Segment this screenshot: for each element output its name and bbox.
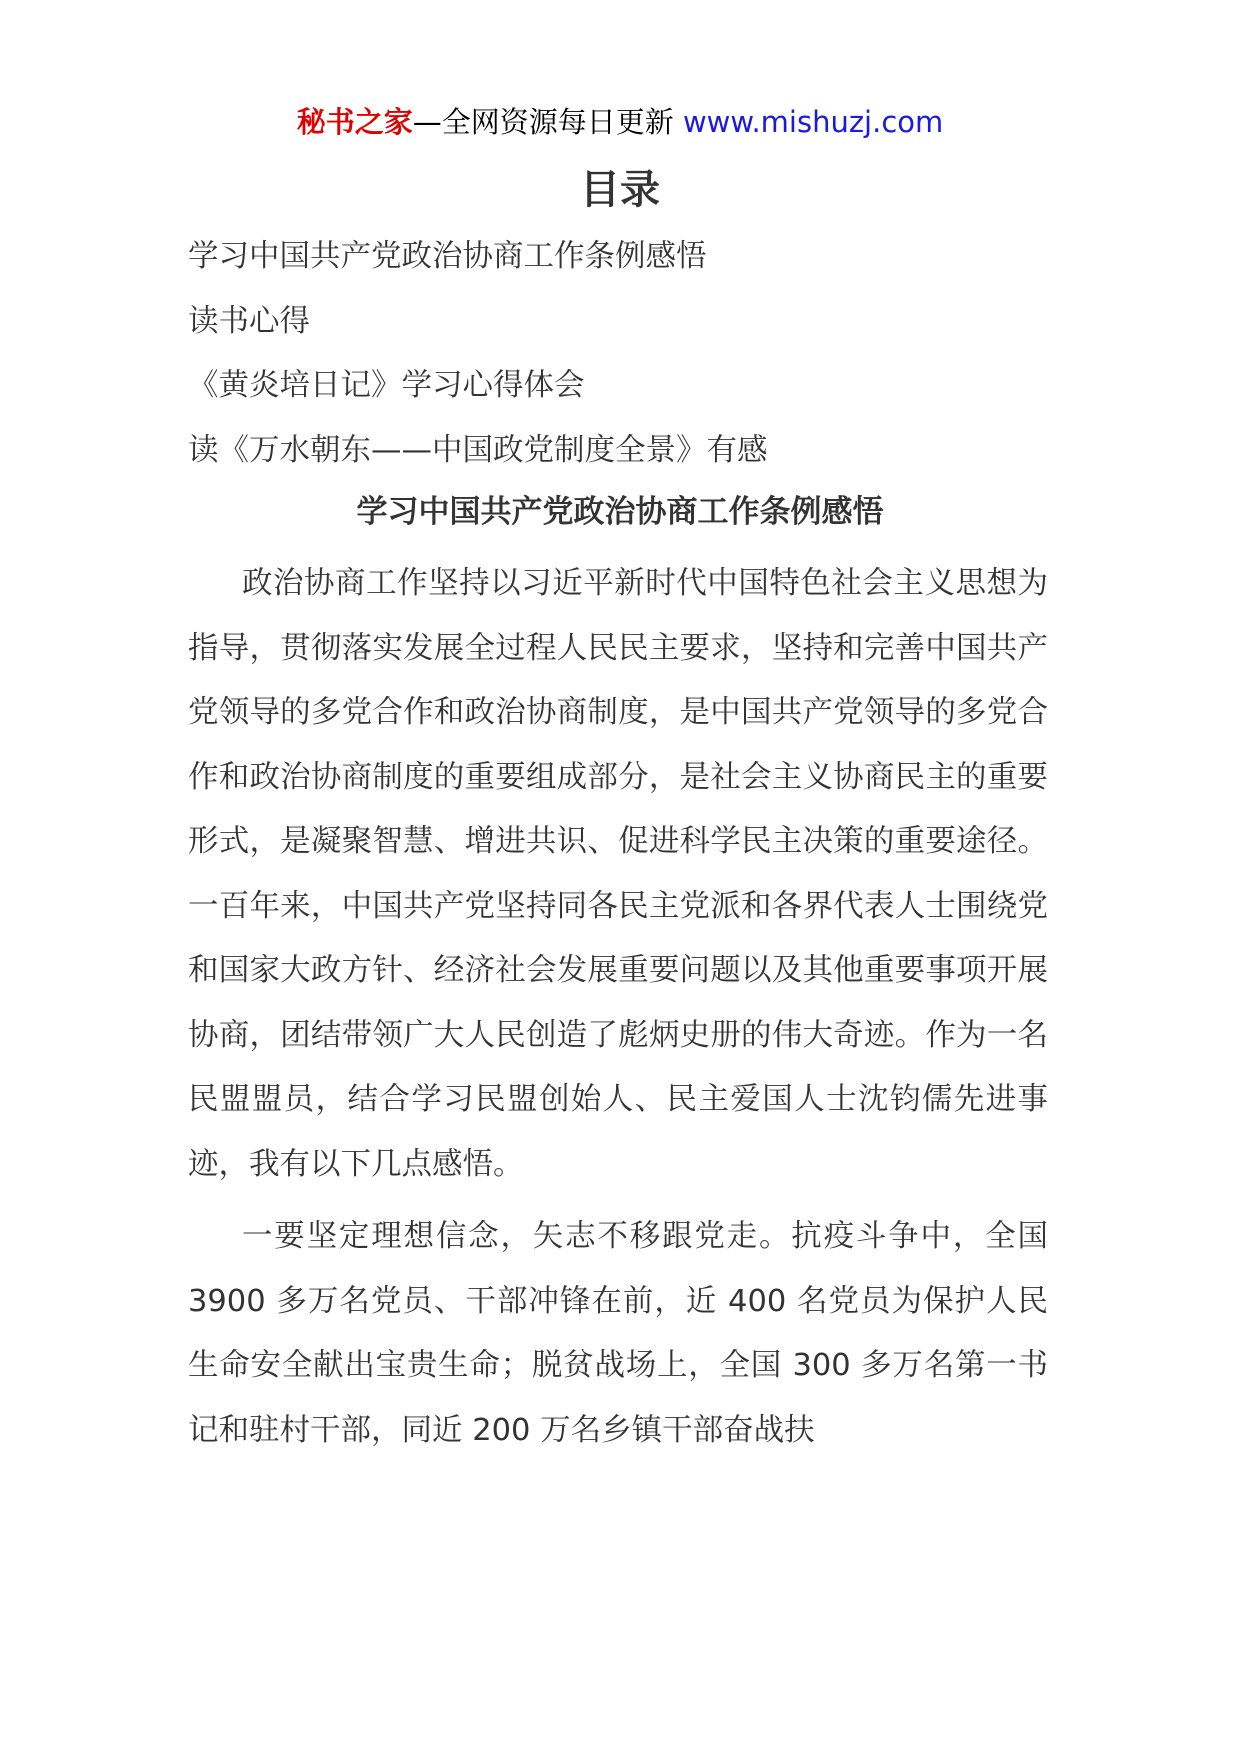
toc-entry: 读《万水朝东——中国政党制度全景》有感 — [188, 432, 768, 468]
toc-entry: 《黄炎培日记》学习心得体会 — [188, 368, 585, 403]
site-header — [0, 100, 1240, 144]
table-of-contents — [188, 225, 1068, 483]
section-heading: 学习中国共产党政治协商工作条例感悟 — [356, 494, 884, 530]
body-paragraph: 政治协商工作坚持以习近平新时代中国特色社会主义思想为指导，贯彻落实发展全过程人民民主要求，坚持和完善中国共产党领导的多党合作和政治协商制度，是中国共产党领导的多党合作和政治协商制度的重要组成部分，是社会主义协商民主的重要形式，是凝聚智慧、增进共识、促进科学民主决策的重要途径。一百年来，中国共产党坚持同各民主党派和各界代表人士围绕党和国家大政方针、经济社会发展重要问题以及其他重要事项开展协商，团结带领广大人民创造了彪炳史册的伟大奇迹。作为一名民盟盟员，结合学习民盟创始人、民主爱国人士沈钧儒先进事迹，我有以下几点感悟。 — [188, 566, 1048, 1182]
header-slogan: —全网资源每日更新 — [412, 105, 674, 139]
header-url-link[interactable]: www.mishuzj.com — [682, 105, 944, 139]
toc-entry: 读书心得 — [188, 303, 310, 339]
header-brand: 秘书之家 — [296, 105, 413, 139]
body-paragraph: 一要坚定理想信念，矢志不移跟党走。抗疫斗争中，全国 3900 多万名党员、干部冲锋在前，近 400 名党员为保护人民生命安全献出宝贵生命；脱贫战场上，全国 300 多万名第一书记和驻村干部，同近 200 万名乡镇干部奋战扶 — [188, 1219, 1048, 1448]
contents-title: 目录 — [580, 167, 660, 213]
toc-entry: 学习中国共产党政治协商工作条例感悟 — [188, 239, 707, 274]
section-body — [188, 552, 1048, 1463]
